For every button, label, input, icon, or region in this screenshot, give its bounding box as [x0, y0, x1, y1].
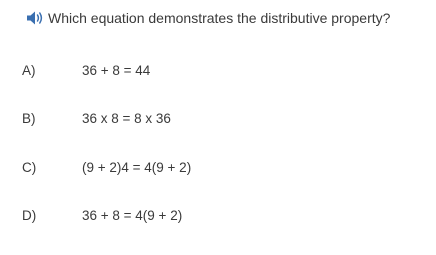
choice-letter: D): [22, 207, 37, 223]
question-text: Which equation demonstrates the distributive property?: [48, 10, 391, 26]
choice-letter: A): [22, 62, 36, 78]
choice-equation: (9 + 2)4 = 4(9 + 2): [82, 159, 192, 175]
answer-choice-b[interactable]: [22, 108, 171, 128]
speaker-icon[interactable]: [26, 10, 45, 26]
choice-letter: C): [22, 159, 37, 175]
choice-equation: 36 + 8 = 44: [82, 62, 151, 78]
answer-choice-d[interactable]: [22, 205, 182, 225]
answer-choice-a[interactable]: [22, 60, 150, 80]
answer-choice-c[interactable]: [22, 157, 191, 177]
choice-equation: 36 x 8 = 8 x 36: [82, 110, 171, 126]
choice-letter: B): [22, 110, 36, 126]
question-prompt: [26, 7, 390, 29]
choice-equation: 36 + 8 = 4(9 + 2): [82, 207, 183, 223]
